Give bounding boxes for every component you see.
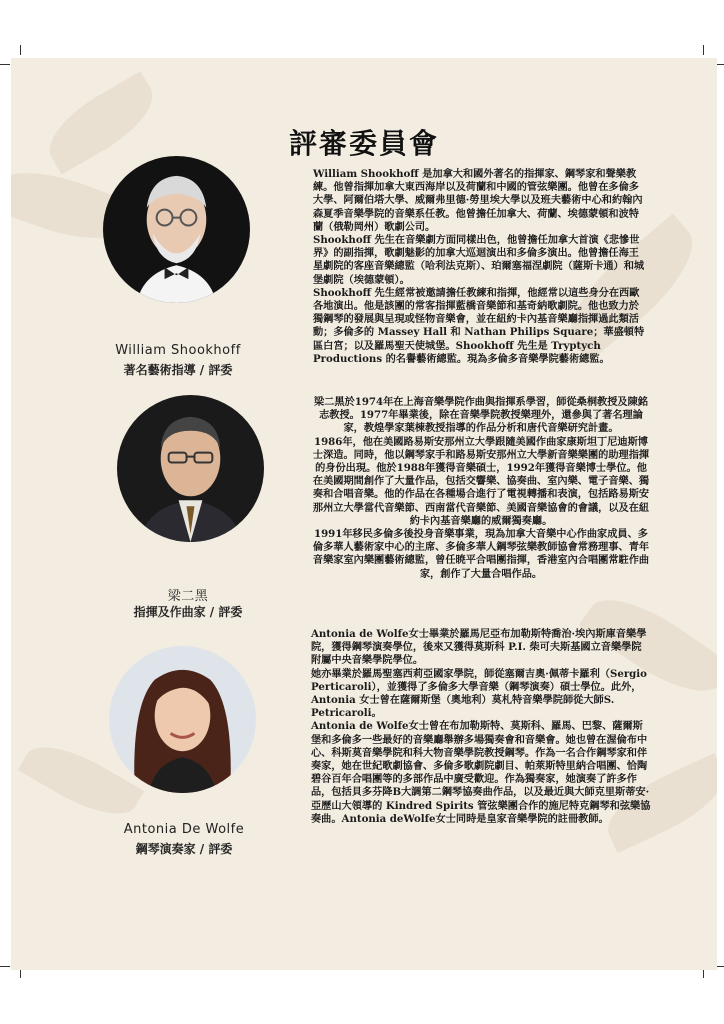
bio-paragraph: 梁二黑於1974年在上海音樂學院作曲與指揮系學習，師從桑桐教授及陳銘志教授。1977年畢業後，除在音樂學院教授樂理外，還參與了著名理論家，教煌學家葉棟教授指導的作品分析和唐代音樂研究計畫。 <box>314 396 648 435</box>
portrait-icon <box>103 156 250 303</box>
program-page <box>11 58 717 970</box>
judge-bio <box>311 396 651 581</box>
bio-paragraph: William Shookhoff 是加拿大和國外著名的指揮家、鋼琴家和聲樂教練。他曾指揮加拿大東西海岸以及荷蘭和中國的管弦樂團。他曾在多倫多大學、阿爾伯塔大學、威爾弗里德·勞里埃大學以及班夫藝術中心和約翰內森夏季音樂學院的音樂系任教。他曾擔任加拿大、荷蘭、埃德蒙頓和波特蘭（俄勒岡州）歌劇公司。 <box>313 168 643 233</box>
judge-name: Antonia De Wolfe <box>123 822 245 837</box>
page-title: 評審委員會 <box>288 127 439 160</box>
crop-mark <box>0 64 10 65</box>
crop-mark <box>0 966 10 967</box>
judge-name: 梁二黑 <box>167 589 209 604</box>
judge-name: William Shookhoff <box>115 343 241 358</box>
bio-paragraph: 她亦畢業於羅馬聖塞西莉亞國家學院，師從塞爾吉奧·佩蒂卡羅利（Sergio Perticaroli），並獲得了多倫多大學音樂（鋼琴演奏）碩士學位。此外，Antonia 女士曾在薩爾斯堡（奧地利）莫札特音樂學院師從大師S. Petricaroli。 <box>311 667 647 720</box>
bio-paragraph: Shookhoff 先生經常被邀請擔任教練和指揮，他經常以這些身分在西歐各地演出。他是該團的常客指揮藍橋音樂節和基奇納歌劇院。他也致力於獨鋼琴的發展與呈現或怪物音樂會，並在紐約卡內基音樂廳指揮過此類活動；多倫多的 Massey Hall 和 Nathan Philips Square；華盛頓特區白宮；以及羅馬聖天使城堡。Shookhoff 先生是 Tryptych Productions 的名譽藝術總監。現為多倫多音樂學院藝術總監。 <box>313 286 645 365</box>
bio-paragraph: Antonia de Wolfe女士畢業於羅馬尼亞布加勒斯特喬治·埃內斯庫音樂學院，獲得鋼琴演奏學位，後來又獲得莫斯科 P.I. 柴可夫斯基國立音樂學院附屬中央音樂學院學位。 <box>311 628 647 667</box>
crop-mark <box>20 45 21 55</box>
judge-photo-william-shookhoff <box>103 156 250 303</box>
bio-paragraph: Shookhoff 先生在音樂劇方面同樣出色，他曾擔任加拿大首演《悲慘世界》的副指揮，歌劇魅影的加拿大巡迴演出和多倫多演出。他曾擔任海王星劇院的客座音樂總監（哈利法克斯）、珀爾塞福涅劇院（薩斯卡通）和城堡劇院（埃德蒙頓）。 <box>313 234 645 286</box>
judge-photo-liang-erhei <box>117 395 264 542</box>
judge-bio <box>311 628 651 826</box>
bio-paragraph: Antonia de Wolfe女士曾在布加勒斯特、莫斯科、羅馬、巴黎、薩爾斯堡和多倫多一些最好的音樂廳舉辦多場獨奏會和音樂會。她也曾在渥倫布中心、科斯莫音樂學院和科大物音樂學院教授鋼琴。作為一名合作鋼琴家和伴奏家，她在世紀歌劇協會、多倫多歌劇院劇目、帕萊斯特里納合唱團、恰陶碧谷百年合唱團等的多部作品中廣受歡迎。作為獨奏家，她演奏了許多作品，包括貝多芬降B大調第二鋼琴協奏曲作品，以及最近與大師克里斯蒂安·亞歷山大領導的 Kindred Spirits 管弦樂團合作的施尼特克鋼琴和弦樂協奏曲。Antonia deWolfe女士同時是皇家音樂學院的註冊教師。 <box>311 720 651 825</box>
judge-photo-antonia-de-wolfe <box>109 646 256 793</box>
judge-role: 著名藝術指導 / 評委 <box>123 363 233 377</box>
bio-paragraph: 1991年移民多倫多後投身音樂事業，現為加拿大音樂中心作曲家成員、多倫多華人藝術家中心的主席、多倫多華人鋼琴弦樂教師協會常務理事、青年音樂家室內樂團藝術總監，曾任暁平合唱團指揮，香港室內合唱團常駐作曲家，創作了大量合唱作品。 <box>312 528 650 580</box>
judge-role: 指揮及作曲家 / 評委 <box>133 605 243 619</box>
portrait-icon <box>109 646 256 793</box>
judge-bio <box>313 168 647 366</box>
judge-role: 鋼琴演奏家 / 評委 <box>135 842 233 856</box>
crop-mark <box>703 45 704 55</box>
bio-paragraph: 1986年，他在美國路易斯安那州立大學跟隨美國作曲家康斯坦丁尼迪斯博士深造。同時，他以鋼琴家手和路易斯安那州立大學新音樂樂團的助理指揮的身份出現。他於1988年獲得音樂碩士，1992年獲得音樂博士學位。他在美國期間創作了大量作品，包括交響樂、協奏曲、室內樂、電子音樂、獨奏和合唱音樂。他的作品在各種場合進行了電視轉播和表演，包括路易斯安那州立大學當代音樂節、西南當代音樂節、美國音樂協會的會議，以及在紐約卡內基音樂廳的威爾獨奏廳。 <box>312 435 650 527</box>
portrait-icon <box>117 395 264 542</box>
